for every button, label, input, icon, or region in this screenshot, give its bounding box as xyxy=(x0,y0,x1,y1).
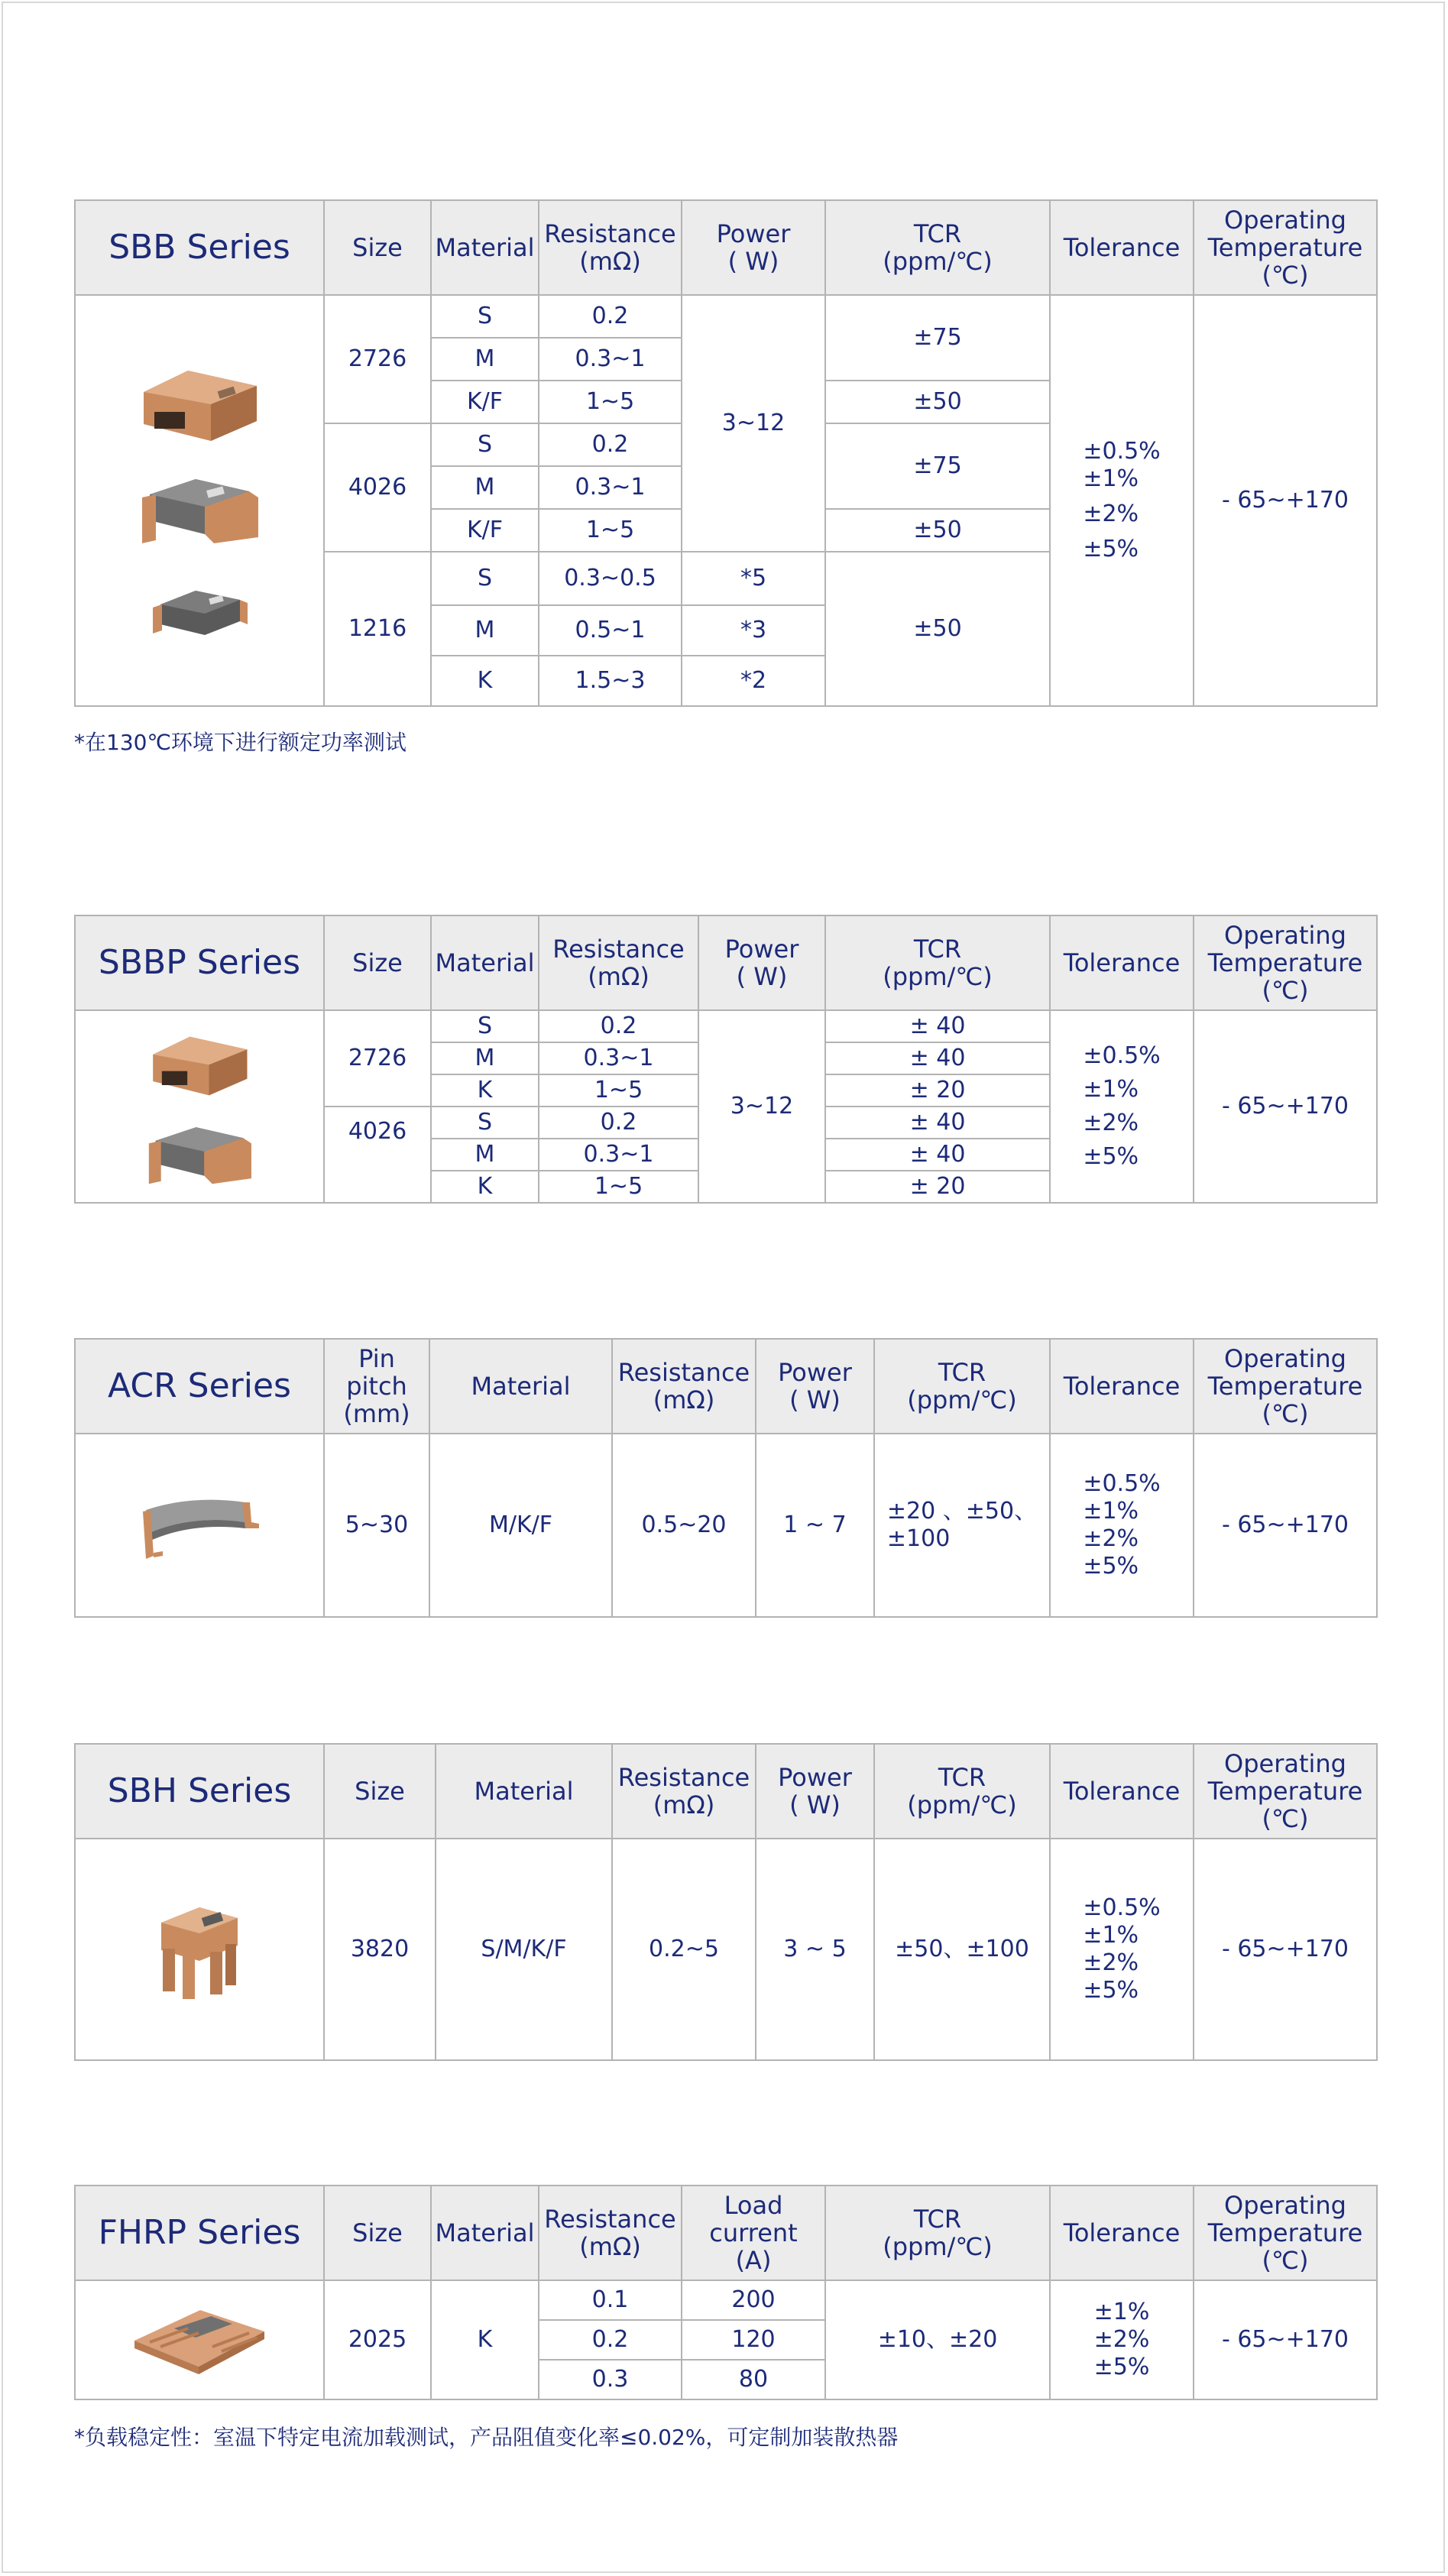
table-row xyxy=(75,2280,1377,2320)
resistance-cell: 0.3~1 xyxy=(539,1042,698,1074)
size-cell: 1216 xyxy=(324,552,431,706)
power-cell: 3~12 xyxy=(698,1010,825,1203)
resistance-cell: 0.2 xyxy=(539,295,682,338)
product-image-cell xyxy=(75,1839,324,2060)
size-header: Size xyxy=(324,1744,436,1839)
acr-series-title: ACR Series xyxy=(75,1339,324,1434)
tcr-cell: ±50 xyxy=(825,381,1050,423)
resistance-cell: 0.3 xyxy=(539,2360,682,2399)
resistor-2726-image xyxy=(134,355,264,447)
tcr-cell: ± 20 xyxy=(825,1074,1050,1107)
pin-pitch-header: Pin pitch (mm) xyxy=(324,1339,429,1434)
resistance-header: Resistance (mΩ) xyxy=(539,200,682,295)
resistance-cell: 0.5~1 xyxy=(539,605,682,656)
power-cell: 3 ~ 5 xyxy=(756,1839,874,2060)
tcr-cell: ± 40 xyxy=(825,1107,1050,1139)
tolerance-cell: ±0.5% ±1% ±2% ±5% xyxy=(1050,295,1194,706)
resistance-cell: 0.3~1 xyxy=(539,466,682,509)
resistance-cell: 1~5 xyxy=(539,509,682,552)
material-cell: K xyxy=(431,2280,539,2399)
size-cell: 2025 xyxy=(324,2280,431,2399)
power-header: Power ( W) xyxy=(698,915,825,1010)
resistance-cell: 1.5~3 xyxy=(539,656,682,706)
material-header: Material xyxy=(431,200,539,295)
size-cell: 4026 xyxy=(324,1107,431,1203)
material-cell: K xyxy=(431,1074,539,1107)
resistor-4026-image xyxy=(142,1113,257,1189)
resistance-cell: 0.1 xyxy=(539,2280,682,2320)
optemp-header: Operating Temperature (℃) xyxy=(1194,1339,1377,1434)
resistance-cell: 0.3~1 xyxy=(539,338,682,381)
product-images-cell xyxy=(75,1010,324,1203)
fhrp-footnote: *负载稳定性：室温下特定电流加载测试，产品阻值变化率≤0.02%，可定制加装散热器 xyxy=(74,2425,899,2450)
material-cell: K xyxy=(431,1171,539,1203)
optemp-header: Operating Temperature (℃) xyxy=(1194,1744,1377,1839)
material-cell: S xyxy=(431,1107,539,1139)
material-cell: M xyxy=(431,605,539,656)
resistance-cell: 1~5 xyxy=(539,381,682,423)
resistance-header: Resistance (mΩ) xyxy=(539,2186,682,2280)
fhrp-table xyxy=(74,2185,1378,2400)
table-row xyxy=(75,295,1377,338)
size-cell: 2726 xyxy=(324,1010,431,1107)
table-row xyxy=(75,1434,1377,1617)
power-cell: *2 xyxy=(682,656,825,706)
material-cell: S xyxy=(431,423,539,466)
tolerance-header: Tolerance xyxy=(1050,915,1194,1010)
resistance-cell: 0.2 xyxy=(539,1010,698,1042)
table-row xyxy=(75,1839,1377,2060)
resistor-2726-image xyxy=(142,1024,257,1100)
material-cell: S xyxy=(431,552,539,605)
size-header: Size xyxy=(324,2186,431,2280)
fhrp-header-row xyxy=(75,2186,1377,2280)
tolerance-cell: ±1% ±2% ±5% xyxy=(1050,2280,1194,2399)
tolerance-cell: ±0.5% ±1% ±2% ±5% xyxy=(1050,1010,1194,1203)
tcr-cell: ±50 xyxy=(825,552,1050,706)
material-cell: M xyxy=(431,1139,539,1171)
resistance-cell: 0.2 xyxy=(539,1107,698,1139)
tcr-cell: ±50 xyxy=(825,509,1050,552)
pin-pitch-cell: 5~30 xyxy=(324,1434,429,1617)
power-cell: 3~12 xyxy=(682,295,825,552)
load-current-header: Load current (A) xyxy=(682,2186,825,2280)
tolerance-cell: ±0.5% ±1% ±2% ±5% xyxy=(1050,1839,1194,2060)
tcr-cell: ± 40 xyxy=(825,1042,1050,1074)
tcr-cell: ± 20 xyxy=(825,1171,1050,1203)
material-cell: M xyxy=(431,466,539,509)
material-cell: M/K/F xyxy=(429,1434,612,1617)
product-image-cell xyxy=(75,1434,324,1617)
power-header: Power ( W) xyxy=(756,1744,874,1839)
optemp-header: Operating Temperature (℃) xyxy=(1194,2186,1377,2280)
tcr-header: TCR (ppm/℃) xyxy=(874,1339,1050,1434)
material-cell: M xyxy=(431,338,539,381)
sbh-header-row xyxy=(75,1744,1377,1839)
tcr-cell: ± 40 xyxy=(825,1139,1050,1171)
material-header: Material xyxy=(436,1744,612,1839)
sbb-header-row xyxy=(75,200,1377,295)
tcr-cell: ±20 、±50、 ±100 xyxy=(874,1434,1050,1617)
power-cell: *3 xyxy=(682,605,825,656)
power-cell: 1 ~ 7 xyxy=(756,1434,874,1617)
resistance-header: Resistance (mΩ) xyxy=(539,915,698,1010)
fhrp-series-title: FHRP Series xyxy=(75,2186,324,2280)
sbbp-table xyxy=(74,915,1378,1204)
optemp-cell: - 65~+170 xyxy=(1194,1434,1377,1617)
sbb-series-title: SBB Series xyxy=(75,200,324,295)
resistance-cell: 0.2 xyxy=(539,423,682,466)
sbh-resistor-image xyxy=(146,1892,253,2007)
resistance-cell: 0.5~20 xyxy=(612,1434,756,1617)
tcr-header: TCR (ppm/℃) xyxy=(825,915,1050,1010)
tcr-cell: ±10、±20 xyxy=(825,2280,1050,2399)
load-current-cell: 200 xyxy=(682,2280,825,2320)
material-cell: S xyxy=(431,295,539,338)
size-header: Size xyxy=(324,200,431,295)
resistance-cell: 0.3~1 xyxy=(539,1139,698,1171)
tolerance-header: Tolerance xyxy=(1050,200,1194,295)
sbh-series-title: SBH Series xyxy=(75,1744,324,1839)
tcr-cell: ±50、±100 xyxy=(874,1839,1050,2060)
tolerance-header: Tolerance xyxy=(1050,1339,1194,1434)
tcr-cell: ± 40 xyxy=(825,1010,1050,1042)
material-cell: S xyxy=(431,1010,539,1042)
tolerance-header: Tolerance xyxy=(1050,1744,1194,1839)
resistance-cell: 1~5 xyxy=(539,1074,698,1107)
resistance-cell: 0.2~5 xyxy=(612,1839,756,2060)
material-header: Material xyxy=(429,1339,612,1434)
sbbp-series-title: SBBP Series xyxy=(75,915,324,1010)
acr-header-row xyxy=(75,1339,1377,1434)
material-cell: K/F xyxy=(431,509,539,552)
tcr-cell: ±75 xyxy=(825,295,1050,381)
sbbp-header-row xyxy=(75,915,1377,1010)
tolerance-cell: ±0.5% ±1% ±2% ±5% xyxy=(1050,1434,1194,1617)
sbb-footnote: *在130℃环境下进行额定功率测试 xyxy=(74,730,407,755)
tcr-header: TCR (ppm/℃) xyxy=(874,1744,1050,1839)
tcr-cell: ±75 xyxy=(825,423,1050,509)
size-cell: 2726 xyxy=(324,295,431,423)
resistance-cell: 0.3~0.5 xyxy=(539,552,682,605)
material-cell: K xyxy=(431,656,539,706)
optemp-cell: - 65~+170 xyxy=(1194,1010,1377,1203)
optemp-cell: - 65~+170 xyxy=(1194,2280,1377,2399)
size-header: Size xyxy=(324,915,431,1010)
size-cell: 4026 xyxy=(324,423,431,552)
product-images-cell xyxy=(75,295,324,706)
resistance-cell: 1~5 xyxy=(539,1171,698,1203)
tcr-header: TCR (ppm/℃) xyxy=(825,200,1050,295)
acr-resistor-image xyxy=(123,1479,276,1571)
power-header: Power ( W) xyxy=(756,1339,874,1434)
power-cell: *5 xyxy=(682,552,825,605)
resistor-4026-image xyxy=(134,464,264,548)
resistor-1216-image xyxy=(142,577,257,646)
optemp-cell: - 65~+170 xyxy=(1194,295,1377,706)
material-cell: K/F xyxy=(431,381,539,423)
material-cell: S/M/K/F xyxy=(436,1839,612,2060)
optemp-header: Operating Temperature (℃) xyxy=(1194,915,1377,1010)
resistance-header: Resistance (mΩ) xyxy=(612,1339,756,1434)
tcr-header: TCR (ppm/℃) xyxy=(825,2186,1050,2280)
resistance-cell: 0.2 xyxy=(539,2320,682,2360)
resistance-header: Resistance (mΩ) xyxy=(612,1744,756,1839)
sbb-table xyxy=(74,199,1378,707)
material-header: Material xyxy=(431,2186,539,2280)
material-header: Material xyxy=(431,915,539,1010)
tolerance-header: Tolerance xyxy=(1050,2186,1194,2280)
optemp-cell: - 65~+170 xyxy=(1194,1839,1377,2060)
fhrp-resistor-image xyxy=(127,2298,272,2382)
product-image-cell xyxy=(75,2280,324,2399)
power-header: Power ( W) xyxy=(682,200,825,295)
material-cell: M xyxy=(431,1042,539,1074)
load-current-cell: 120 xyxy=(682,2320,825,2360)
optemp-header: Operating Temperature (℃) xyxy=(1194,200,1377,295)
size-cell: 3820 xyxy=(324,1839,436,2060)
acr-table xyxy=(74,1338,1378,1618)
sbh-table xyxy=(74,1743,1378,2061)
load-current-cell: 80 xyxy=(682,2360,825,2399)
table-row xyxy=(75,1010,1377,1042)
